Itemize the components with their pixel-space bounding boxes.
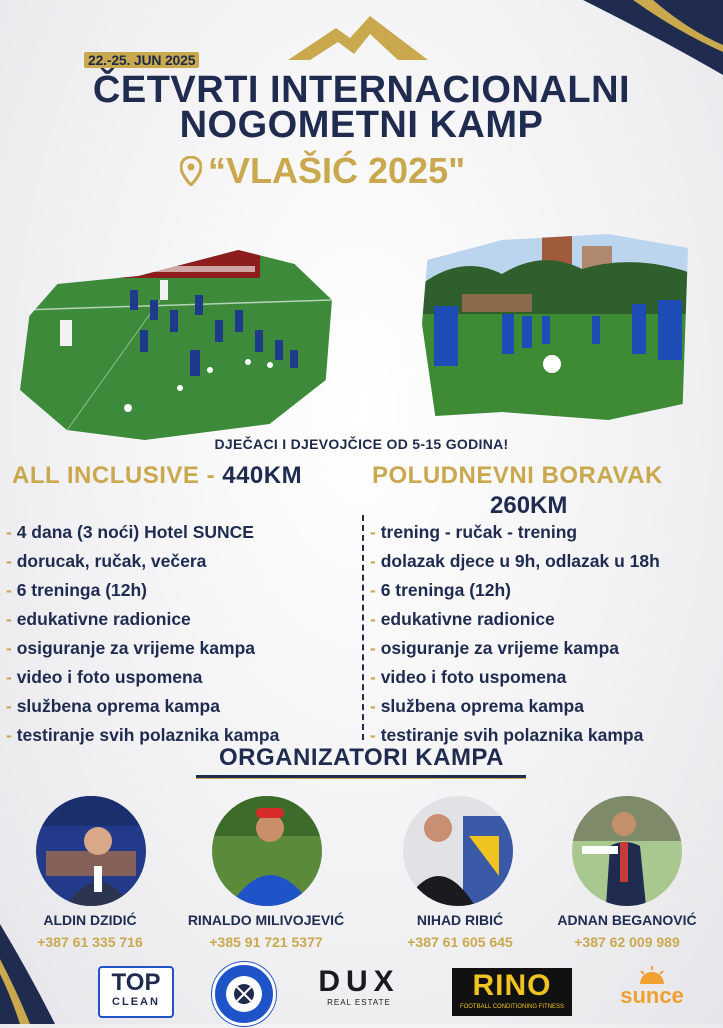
avatar [403, 796, 513, 906]
avatar [212, 796, 322, 906]
training-photo-2 [422, 224, 688, 424]
mountain-logo [288, 14, 428, 62]
list-item: - edukativne radionice [6, 609, 191, 629]
location [180, 150, 465, 192]
column-divider [362, 515, 364, 740]
sponsor-logo-rino: RINO FOOTBALL CONDITIONING FITNESS [452, 968, 572, 1016]
event-date: 22.-25. JUN 2025 [84, 52, 199, 68]
list-item: - testiranje svih polaznika kampa [370, 725, 644, 745]
half-day-list [370, 518, 660, 750]
avatar [572, 796, 682, 906]
plan-half-day-heading: POLUDNEVNI BORAVAK [372, 462, 663, 489]
list-item: - testiranje svih polaznika kampa [6, 725, 280, 745]
all-inclusive-list [6, 518, 279, 750]
list-item: - službena oprema kampa [6, 696, 220, 716]
plan-all-inclusive-heading [12, 462, 302, 490]
page-title-line2: NOGOMETNI KAMP [179, 104, 544, 146]
organizer-phone: +385 91 721 5377 [209, 934, 323, 950]
list-item: - dorucak, ručak, večera [6, 551, 207, 571]
organizers-heading: ORGANIZATORI KAMPA [219, 744, 504, 771]
avatar [36, 796, 146, 906]
list-item: - 6 treninga (12h) [370, 580, 512, 600]
plan-price: 440KM [222, 462, 303, 489]
organizer-phone: +387 62 009 989 [574, 934, 680, 950]
sun-icon [637, 966, 667, 984]
plan-name: ALL INCLUSIVE - [12, 462, 223, 489]
page-title-line1: ČETVRTI INTERNACIONALNI [92, 69, 631, 111]
organizer-name: NIHAD RIBIĆ [416, 912, 504, 928]
location-pin-icon [180, 156, 202, 186]
sponsor-logo-dux: DUX REAL ESTATE [318, 965, 400, 1007]
list-item: - 6 treninga (12h) [6, 580, 148, 600]
age-group-subtitle: DJEČACI I DJEVOJČICE OD 5-15 GODINA! [214, 436, 509, 452]
sponsor-logo-football-school [212, 962, 276, 1026]
organizer-name: RINALDO MILIVOJEVIĆ [187, 912, 345, 928]
plan-price: 260KM [490, 492, 568, 519]
heading-underline [196, 778, 526, 779]
organizer-name: ALDIN DZIDIĆ [43, 912, 137, 928]
sponsor-logo-topclean: TOP CLEAN [98, 966, 174, 1018]
list-item: - video i foto uspomena [370, 667, 567, 687]
list-item: - trening - ručak - trening [370, 522, 578, 542]
list-item: - službena oprema kampa [370, 696, 584, 716]
list-item: - dolazak djece u 9h, odlazak u 18h [370, 551, 660, 571]
organizer-phone: +387 61 605 645 [407, 934, 513, 950]
list-item: - edukativne radionice [370, 609, 555, 629]
list-item: - 4 dana (3 noći) Hotel SUNCE [6, 522, 254, 542]
list-item: - osiguranje za vrijeme kampa [370, 638, 620, 658]
organizer-name: ADNAN BEGANOVIĆ [557, 912, 697, 928]
location-label: “VLAŠIĆ 2025" [208, 150, 466, 191]
list-item: - osiguranje za vrijeme kampa [6, 638, 256, 658]
organizer-phone: +387 61 335 716 [37, 934, 143, 950]
list-item: - video i foto uspomena [6, 667, 203, 687]
training-photo-1 [20, 240, 332, 440]
sponsor-logo-sunce: sunce [610, 966, 694, 1016]
corner-decoration [463, 0, 723, 80]
